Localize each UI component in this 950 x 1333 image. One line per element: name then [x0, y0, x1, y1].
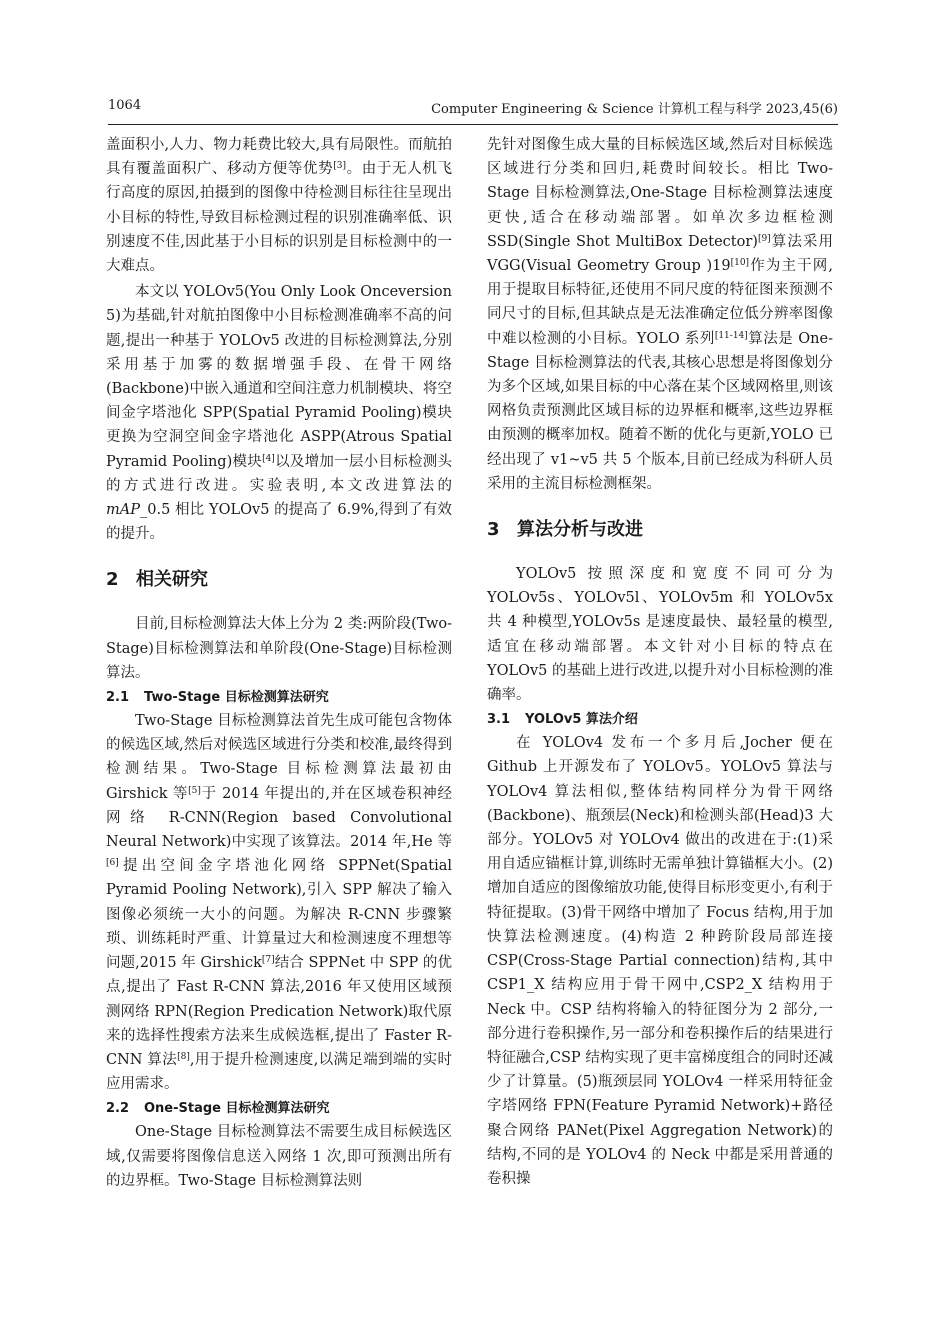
subsection-heading: 3.1 YOLOv5 算法介绍 [487, 712, 638, 728]
citation: [9] [757, 233, 771, 244]
left-column [106, 133, 452, 1193]
citation: [6] [106, 858, 119, 869]
section-heading: 3 算法分析与改进 [487, 519, 643, 541]
header-rule [108, 124, 838, 125]
citation: [11-14] [714, 330, 748, 341]
citation: [5] [188, 785, 201, 796]
paragraph: 本文以 YOLOv5(You Only Look Onceversion 5)为基础,针对航拍图像中小目标检测准确率不高的问题,提出一种基于 YOLOv5 改进的目标检测算法,分别采用基于加雾的数据增强手段、在骨干网络(Backbone)中嵌入通道和空间注意力机制模块、将空间金字塔池化 SPP(Spatial Pyramid Pooling)模块更换为空洞空间金字塔池化 ASPP(Atrous Spatial Pyramid Pooling)模块[4]以及增加一层小目标检测头的方式进行改进。实验表明,本文改进算法的 mAP_0.5 相比 YOLOv5 的提高了 6.9%,得到了有效的提升。 [106, 284, 453, 543]
citation: [4] [262, 453, 275, 464]
right-column [487, 133, 833, 1191]
citation: [8] [177, 1051, 190, 1062]
running-header [108, 98, 838, 118]
journal-title: Computer Engineering & Science 计算机工程与科学 2023,45(6) [431, 102, 838, 117]
paragraph: 目前,目标检测算法大体上分为 2 类:两阶段(Two-Stage)目标检测算法和单阶段(One-Stage)目标检测算法。 [106, 616, 452, 681]
citation: [10] [730, 258, 750, 269]
paragraph: Two-Stage 目标检测算法首先生成可能包含物体的候选区域,然后对候选区域进行分类和校准,最终得到检测结果。Two-Stage 目标检测算法最初由 Girshick 等[5]于 2014 年提出的,并在区域卷积神经网络 R-CNN(Region based Convolutional Neural Network)中实现了该算法。2014 年,He 等[6]提出空间金字塔池化网络 SPPNet(Spatial Pyramid Pooling Network),引入 SPP 解决了输入图像必须统一大小的问题。为解决 R-CNN 步骤繁琐、训练耗时严重、计算量过大和检测速度不理想等问题,2015 年 Girshick[7]结合 SPPNet 中 SPP 的优点,提出了 Fast R-CNN 算法,2016 年又使用区域预测网络 RPN(Region Predication Network)取代原来的选择性搜索方法来生成候选框,提出了 Faster R-CNN 算法[8],用于提升检测速度,以满足端到端的实时应用需求。 [106, 713, 452, 1093]
paragraph: 先针对图像生成大量的目标候选区域,然后对目标候选区域进行分类和回归,耗费时间较长。相比 Two-Stage 目标检测算法,One-Stage 目标检测算法速度更快,适合在移动端部署。如单次多边框检测 SSD(Single Shot MultiBox Detector)[9]算法采用 VGG(Visual Geometry Group )19[10]作为主干网,用于提取目标特征,还使用不同尺度的特征图来预测不同尺寸的目标,但其缺点是无法准确定位低分辨率图像中难以检测的小目标。YOLO 系列[11-14]算法是 One-Stage 目标检测算法的代表,其核心思想是将图像划分为多个区域,如果目标的中心落在某个区域网格里,则该网格负责预测此区域目标的边界框和概率,这些边界框由预测的概率加权。随着不断的优化与更新,YOLO 已经出现了 v1~v5 共 5 个版本,目前已经成为科研人员采用的主流目标检测框架。 [487, 137, 833, 492]
subsection-heading: 2.1 Two-Stage 目标检测算法研究 [106, 690, 329, 706]
citation: [7] [261, 955, 275, 966]
paragraph: 盖面积小,人力、物力耗费比较大,具有局限性。而航拍具有覆盖面积广、移动方便等优势[3]。由于无人机飞行高度的原因,拍摄到的图像中待检测目标往往呈现出小目标的特性,导致目标检测过程的识别准确率低、识别速度不佳,因此基于小目标的识别是目标检测中的一大难点。 [106, 137, 453, 275]
citation: [3] [333, 161, 346, 172]
paragraph: YOLOv5 按照深度和宽度不同可分为 YOLOv5s、YOLOv5l、YOLOv5m 和 YOLOv5x 共 4 种模型,YOLOv5s 是速度最快、最轻量的模型,适宜在移动端部署。本文针对小目标的特点在 YOLOv5 的基础上进行改进,以提升对小目标检测的准确率。 [487, 566, 833, 704]
page-number: 1064 [108, 98, 142, 113]
paragraph: One-Stage 目标检测算法不需要生成目标候选区域,仅需要将图像信息送入网络 1 次,即可预测出所有的边界框。Two-Stage 目标检测算法则 [106, 1124, 452, 1189]
section-heading: 2 相关研究 [106, 569, 208, 591]
paragraph: 在 YOLOv4 发布一个多月后,Jocher 便在 Github 上开源发布了 YOLOv5。YOLOv5 算法与 YOLOv4 算法相似,整体结构同样分为骨干网络(Backbone)、瓶颈层(Neck)和检测头部(Head)3 大部分。YOLOv5 对 YOLOv4 做出的改进在于:(1)采用自适应锚框计算,训练时无需单独计算锚框大小。(2)增加自适应的图像缩放功能,使得目标形变更小,有利于特征提取。(3)骨干网络中增加了 Focus 结构,用于加快算法检测速度。(4)构造 2 种跨阶段局部连接 CSP(Cross-Stage Partial connection)结构,其中 CSP1_X 结构应用于骨干网中,CSP2_X 结构用于 Neck 中。CSP 结构将输入的特征图分为 2 部分,一部分进行卷积操作,另一部分和卷积操作后的结果进行特征融合,CSP 结构实现了更丰富梯度组合的同时还减少了计算量。(5)瓶颈层同 YOLOv4 一样采用特征金字塔网络 FPN(Feature Pyramid Network)+路径聚合网络 PANet(Pixel Aggregation Network)的结构,不同的是 YOLOv4 的 Neck 中都是采用普通的卷积操 [487, 735, 833, 1187]
subsection-heading: 2.2 One-Stage 目标检测算法研究 [106, 1101, 330, 1117]
